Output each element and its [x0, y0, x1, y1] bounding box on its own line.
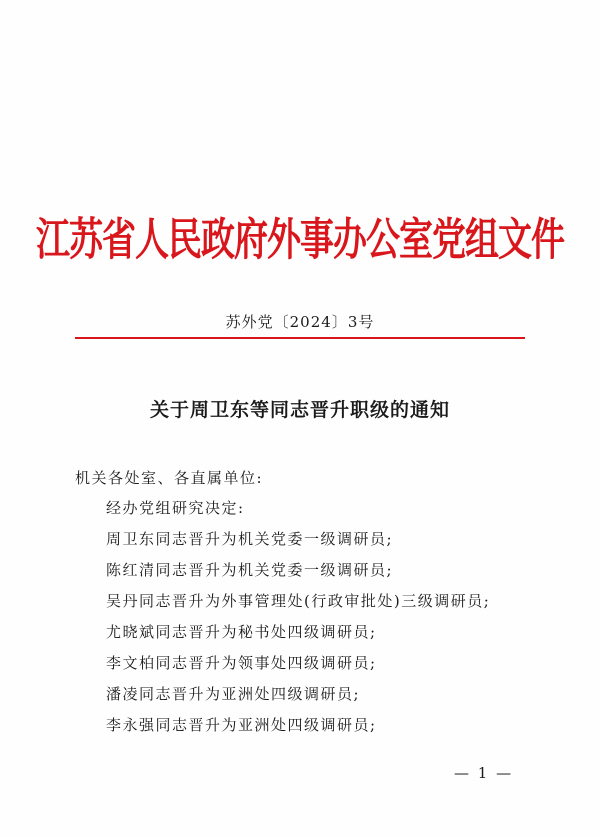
salutation: 机关各处室、各直属单位:: [75, 469, 264, 487]
document-masthead: 江苏省人民政府外事办公室党组文件: [36, 214, 564, 267]
document-number: 苏外党〔2024〕3号: [225, 313, 375, 331]
promotion-line: 陈红清同志晋升为机关党委一级调研员;: [106, 561, 394, 579]
promotion-line: 周卫东同志晋升为机关党委一级调研员;: [106, 530, 394, 548]
promotion-line: 潘凌同志晋升为亚洲处四级调研员;: [106, 685, 361, 703]
page-number: — 1 —: [454, 764, 514, 782]
decision-intro: 经办党组研究决定:: [106, 499, 245, 517]
promotion-line: 李永强同志晋升为亚洲处四级调研员;: [106, 716, 377, 734]
promotion-line: 尤晓斌同志晋升为秘书处四级调研员;: [106, 623, 377, 641]
promotion-line: 李文柏同志晋升为领事处四级调研员;: [106, 654, 377, 672]
promotion-line: 吴丹同志晋升为外事管理处(行政审批处)三级调研员;: [106, 592, 491, 610]
notice-title: 关于周卫东等同志晋升职级的通知: [149, 399, 450, 421]
notice-body: [106, 496, 490, 744]
red-divider-line: [75, 337, 525, 339]
